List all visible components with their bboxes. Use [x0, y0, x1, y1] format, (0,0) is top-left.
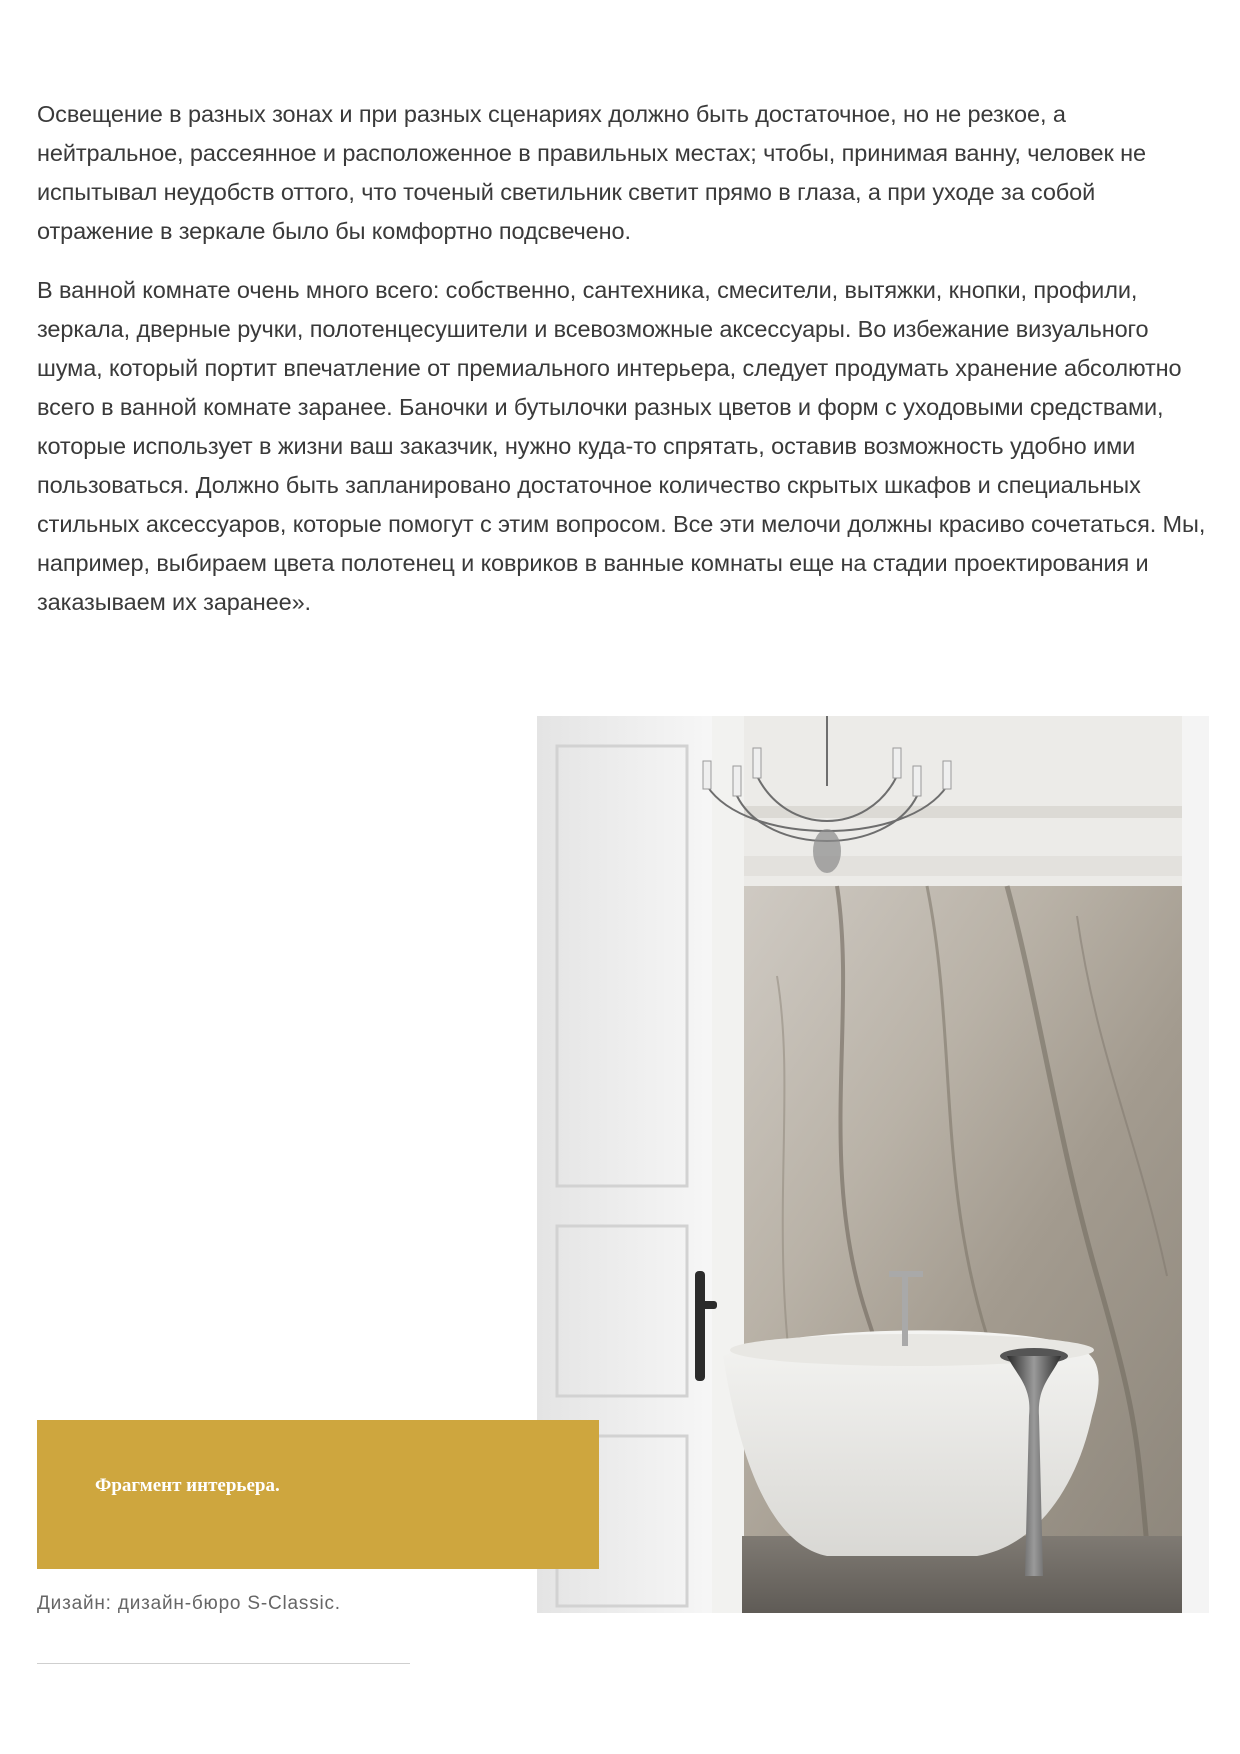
- divider: [37, 1663, 410, 1664]
- figure-credit: Дизайн: дизайн-бюро S-Classic.: [37, 1593, 341, 1614]
- article-paragraph-2: В ванной комнате очень много всего: собственно, сантехника, смесители, вытяжки, кнопки, профили, зеркала, дверные ручки, полотенцесушители и всевозможные аксессуары. Во избежание визуального шума, который портит впечатление от премиального интерьера, следует продумать хранение абсолютно всего в ванной комнате заранее. Баночки и бутылочки разных цветов и форм с уходовыми средствами, которые использует в жизни ваш заказчик, нужно куда-то спрятать, оставив возможность удобно ими пользоваться. Должно быть запланировано достаточное количество скрытых шкафов и специальных стильных аксессуаров, которые помогут с этим вопросом. Все эти мелочи должны красиво сочетаться. Мы, например, выбираем цвета полотенец и ковриков в ванные комнаты еще на стадии проектирования и заказываем их заранее».: [37, 277, 1206, 615]
- figure-caption: Фрагмент интерьера.: [95, 1475, 280, 1496]
- bathroom-photo: [537, 716, 1209, 1613]
- article-paragraph-1: Освещение в разных зонах и при разных сценариях должно быть достаточное, но не резкое, а нейтральное, рассеянное и расположенное в правильных местах; чтобы, принимая ванну, человек не испытывал неудобств оттого, что точеный светильник светит прямо в глаза, а при уходе за собой отражение в зеркале было бы комфортно подсвечено.: [37, 101, 1146, 244]
- caption-box: [37, 1420, 599, 1569]
- article-body: [37, 95, 1207, 642]
